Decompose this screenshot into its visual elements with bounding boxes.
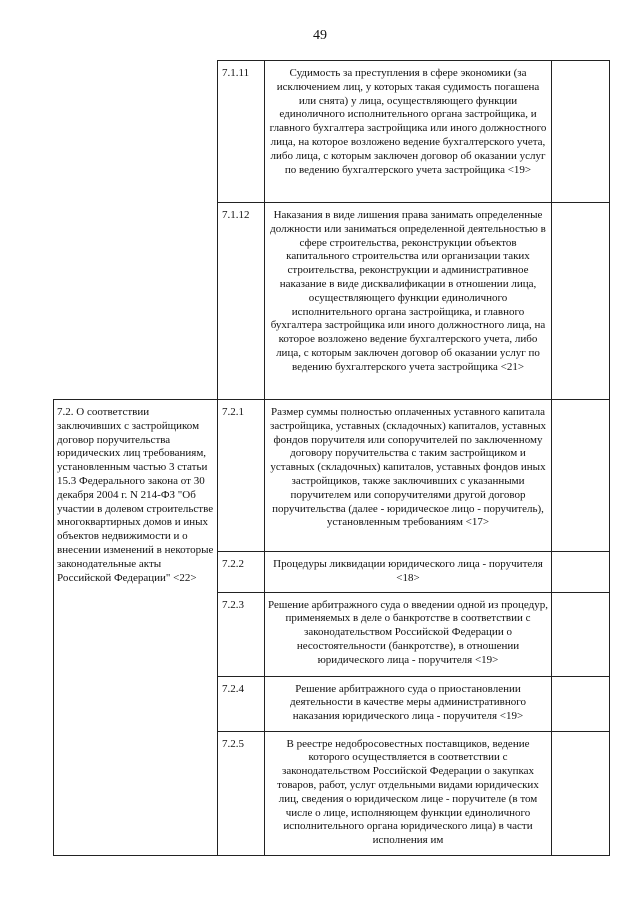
item-number: 7.2.4: [218, 676, 265, 731]
item-number: 7.2.2: [218, 552, 265, 593]
item-text: Размер суммы полностью оплаченных уставного капитала застройщика, уставных (складочных) капиталов, уставных фондов поручителя или сопоручителей по заключенному договору поручительства с таким застройщиком и уставных (складочных) капиталов, уставных фондов иных застройщиков, также заключивших с указанными поручителем или сопоручителями другой договор поручительства (далее - юридическое лицо - поручитель), установленным требованиям <17>: [265, 400, 552, 552]
item-number: 7.1.12: [218, 203, 265, 400]
item-number: 7.2.1: [218, 400, 265, 552]
item-text: В реестре недобросовестных поставщиков, ведение которого осуществляется в соответствии с законодательством Российской Федерации о закупках товаров, работ, услуг отдельными видами юридических лиц, сведения о юридическом лице - поручителе (в том числе о лице, исполняющем функции единоличного исполнительного органа юридического лица) в части исполнения им: [265, 731, 552, 855]
item-number: 7.1.11: [218, 61, 265, 203]
page-number: 49: [313, 28, 327, 43]
item-text: Наказания в виде лишения права занимать определенные должности или заниматься определенной деятельностью в сфере строительства, реконструкции объектов капитального строительства или организации таких строительства, реконструкции и административное наказание в виде дисквалификации в отношении лица, осуществляющего функции единоличного исполнительного органа застройщика, и главного бухгалтера застройщика или иного должностного лица, на которое возложено ведение бухгалтерского учета, либо лица, с которым заключен договор об оказании услуг по ведению бухгалтерского учета застройщика <21>: [265, 203, 552, 400]
item-text: Решение арбитражного суда о введении одной из процедур, применяемых в деле о банкротстве в соответствии с законодательством Российской Федерации о несостоятельности (банкротстве), в отношении юридического лица - поручителя <19>: [265, 592, 552, 676]
value-cell: [552, 552, 610, 593]
item-text: Процедуры ликвидации юридического лица - поручителя <18>: [265, 552, 552, 593]
item-number: 7.2.5: [218, 731, 265, 855]
item-text: Судимость за преступления в сфере экономики (за исключением лиц, у которых такая судимость погашена или снята) у лица, осуществляющего функции единоличного исполнительного органа застройщика, и главного бухгалтера застройщика или иного должностного лица, на которое возложено ведение бухгалтерского учета, либо лица, с которым заключен договор об оказании услуг по ведению бухгалтерского учета застройщика <19>: [265, 61, 552, 203]
item-text: Решение арбитражного суда о приостановлении деятельности в качестве меры административного наказания юридического лица - поручителя <19>: [265, 676, 552, 731]
table-row: [54, 400, 610, 552]
value-cell: [552, 676, 610, 731]
empty-section-cell: [54, 61, 218, 400]
section-title: 7.2. О соответствии заключивших с застройщиком договор поручительства юридических лиц требованиям, установленным частью 3 статьи 15.3 Федерального закона от 30 декабря 2004 г. N 214-ФЗ "Об участии в долевом строительстве многоквартирных домов и иных объектов недвижимости и о внесении изменений в некоторые законодательные акты Российской Федерации" <22>: [54, 400, 218, 856]
value-cell: [552, 61, 610, 203]
value-cell: [552, 203, 610, 400]
value-cell: [552, 731, 610, 855]
table-row: [54, 61, 610, 203]
value-cell: [552, 592, 610, 676]
value-cell: [552, 400, 610, 552]
requirements-table: [53, 60, 610, 856]
item-number: 7.2.3: [218, 592, 265, 676]
